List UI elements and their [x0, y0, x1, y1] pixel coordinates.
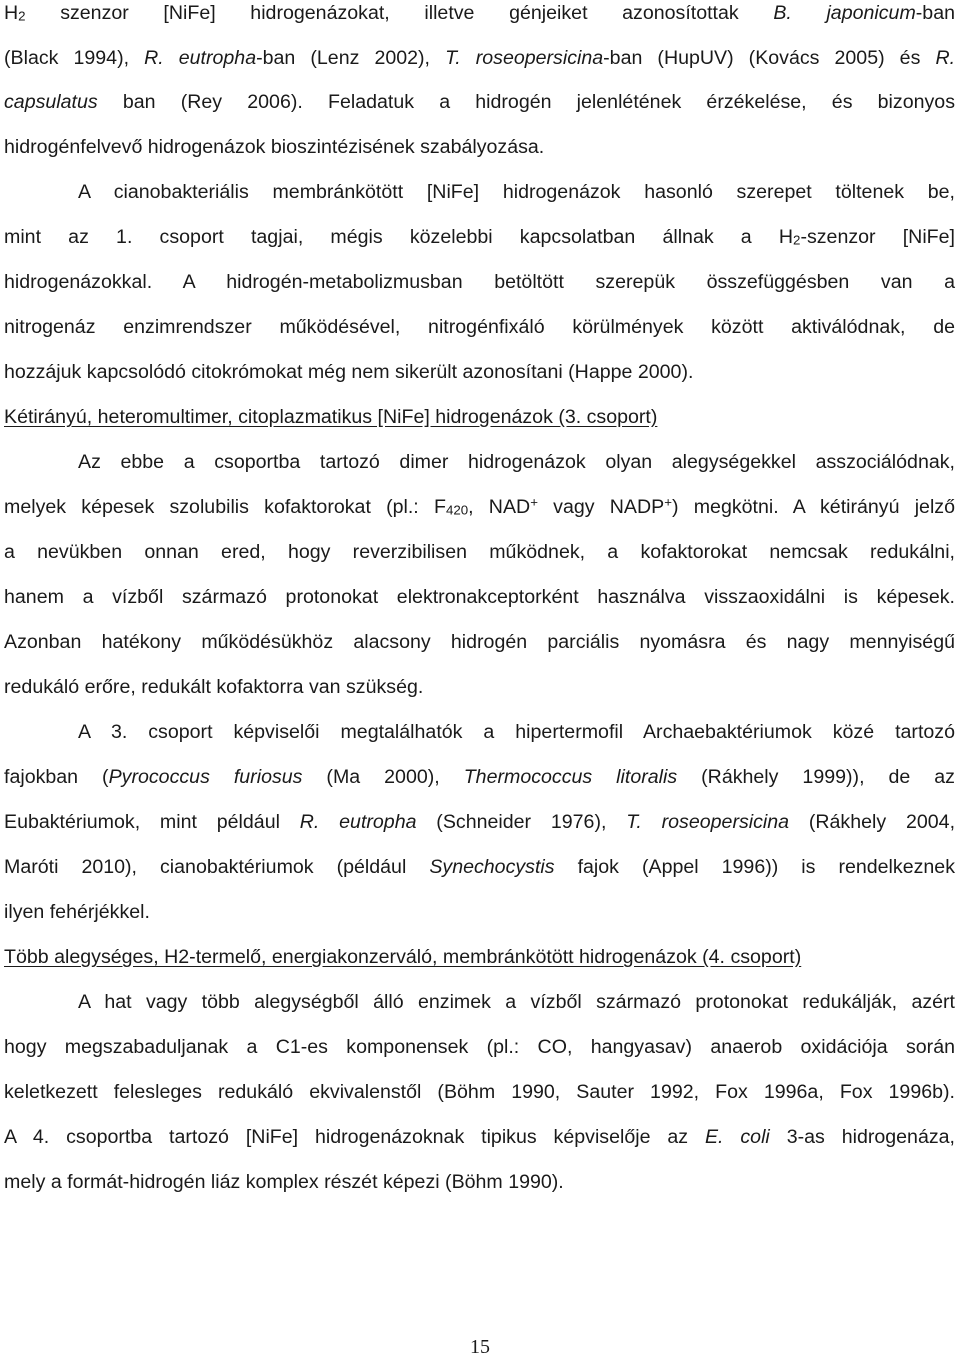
p3-line-4: hanem a vízből származó protonokat elektronakceptorként használva visszaoxidálni is képesek. [4, 586, 955, 608]
page-number: 15 [470, 1336, 490, 1358]
p2-line-4: nitrogenáz enzimrendszer működésével, nitrogénfixáló körülmények között aktiválódnak, de [4, 316, 955, 338]
p5-line-5: mely a formát-hidrogén liáz komplex részét képezi (Böhm 1990). [4, 1171, 564, 1193]
p2-line-2: mint az 1. csoport tagjai, mégis közelebbi kapcsolatban állnak a $H_2$-szenzor [NiFe] [4, 226, 955, 248]
p2-line-3: hidrogenázokkal. A hidrogén-metabolizmusban betöltött szerepük összefüggésben van a [4, 271, 955, 293]
p5-line-1: A hat vagy több alegységből álló enzimek a vízből származó protonokat redukálják, azért [78, 991, 955, 1013]
p3-line-3: a nevükben onnan ered, hogy reverzibilisen működnek, a kofaktorokat nemcsak redukálni, [4, 541, 955, 563]
section-heading-group-3: Kétirányú, heteromultimer, citoplazmatikus [NiFe] hidrogenázok (3. csoport) [4, 406, 658, 428]
p3-line-5: Azonban hatékony működésükhöz alacsony hidrogén parciális nyomásra és nagy mennyiségű [4, 631, 955, 653]
p5-line-4: A 4. csoportba tartozó [NiFe] hidrogenázoknak tipikus képviselője az E. coli 3-as hidrogenáza, [4, 1126, 955, 1148]
p5-line-2: hogy megszabaduljanak a C1-es komponensek (pl.: CO, hangyasav) anaerob oxidációja során [4, 1036, 955, 1058]
p2-line-1: A cianobakteriális membránkötött [NiFe] hidrogenázok hasonló szerepet töltenek be, [78, 181, 955, 203]
p4-line-4: Maróti 2010), cianobaktériumok (például Synechocystis fajok (Appel 1996)) is rendelkeznek [4, 856, 955, 878]
p1-line-2: (Black 1994), R. eutropha-ban (Lenz 2002), T. roseopersicina-ban (HupUV) (Kovács 2005) és R. [4, 47, 956, 69]
p3-line-1: Az ebbe a csoportba tartozó dimer hidrogenázok olyan alegységekkel asszociálódnak, [78, 451, 955, 473]
p5-line-3: keletkezett felesleges redukáló ekvivalenstől (Böhm 1990, Sauter 1992, Fox 1996a, Fox 1996b). [4, 1081, 955, 1103]
p1-line-1: $H_2$ szenzor [NiFe] hidrogenázokat, illetve génjeiket azonosítottak B. japonicum-ban [4, 2, 955, 24]
p4-line-5: ilyen fehérjékkel. [4, 901, 150, 923]
p1-line-3: capsulatus ban (Rey 2006). Feladatuk a hidrogén jelenlétének érzékelése, és bizonyos [4, 91, 955, 113]
section-heading-group-4: Több alegységes, H2-termelő, energiakonzerváló, membránkötött hidrogenázok (4. csoport) [4, 946, 802, 968]
p1-line-4: hidrogénfelvevő hidrogenázok bioszintézisének szabályozása. [4, 136, 545, 158]
p4-line-2: fajokban (Pyrococcus furiosus (Ma 2000), Thermococcus litoralis (Rákhely 1999)), de az [4, 766, 955, 788]
p3-line-2: melyek képesek szolubilis kofaktorokat (pl.: $F_{420}$, NAD+ vagy NADP+) megkötni. A kétirányú jelző [4, 494, 956, 518]
p4-line-3: Eubaktériumok, mint például R. eutropha (Schneider 1976), T. roseopersicina (Rákhely 2004, [4, 811, 956, 833]
p2-line-5: hozzájuk kapcsolódó citokrómokat még nem sikerült azonosítani (Happe 2000). [4, 361, 694, 383]
p3-line-6: redukáló erőre, redukált kofaktorra van szükség. [4, 676, 424, 698]
p4-line-1: A 3. csoport képviselői megtalálhatók a hipertermofil Archaebaktériumok közé tartozó [78, 721, 955, 743]
